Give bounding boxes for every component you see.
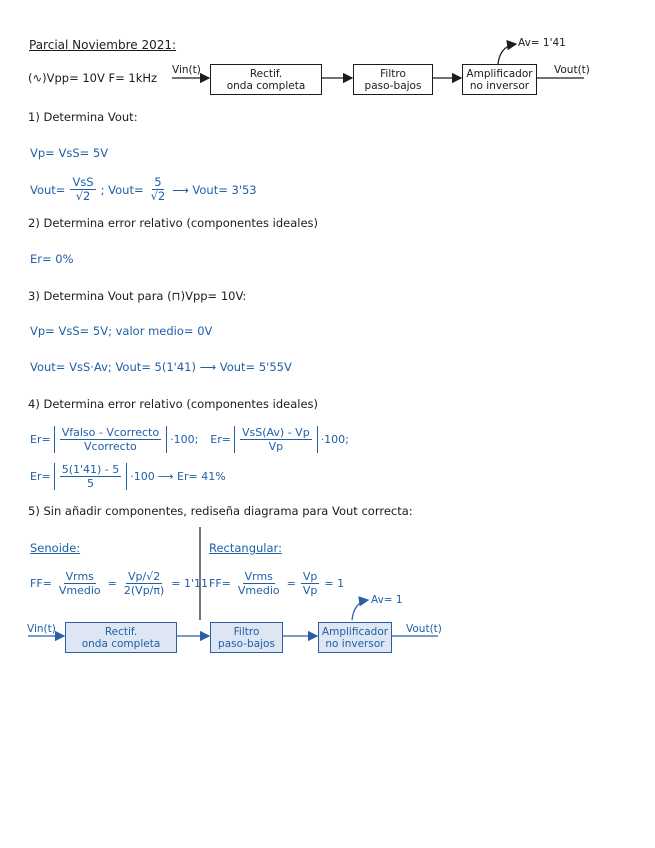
q5-sine-result: = 1'11 xyxy=(171,577,209,590)
page-title: Parcial Noviembre 2021: xyxy=(29,38,177,52)
q1-fraction-1 xyxy=(70,176,95,203)
top-gain-label: Av= 1'41 xyxy=(518,37,566,49)
q4-fraction-2 xyxy=(240,426,312,453)
bottom-gain-label: Av= 1 xyxy=(371,594,403,606)
q4-f2-num: VsS(Av) - Vp xyxy=(242,426,310,439)
q1-frac1-num: VsS xyxy=(72,175,94,189)
q5-rect-f1-num: Vrms xyxy=(244,570,273,583)
bottom-block-rectifier-line2: onda completa xyxy=(81,637,161,650)
q4-times100c: ·100 xyxy=(130,470,155,483)
q5-sine-fraction-2 xyxy=(122,570,166,597)
q4-abs-2 xyxy=(234,426,318,453)
top-block-filter xyxy=(353,64,433,95)
q1-line1: Vp= VsS= 5V xyxy=(30,146,109,160)
bottom-output-label: Vout(t) xyxy=(406,623,442,635)
q5-rect-result: = 1 xyxy=(324,577,345,590)
top-block-amplifier xyxy=(462,64,537,95)
q5-sine-f2-num: Vp/√2 xyxy=(127,570,161,583)
q5-sine-f2-den: 2(Vp/π) xyxy=(123,584,165,597)
q5-sine-eq: = xyxy=(107,577,117,590)
bottom-input-label: Vin(t) xyxy=(27,623,56,635)
q2-answer: Er= 0% xyxy=(30,252,74,266)
bottom-block-amplifier xyxy=(318,622,392,653)
bottom-block-filter xyxy=(210,622,283,653)
q5-rect-fraction-1 xyxy=(236,570,282,597)
q4-fraction-3 xyxy=(60,463,122,490)
q5-sine-f1-den: Vmedio xyxy=(58,584,101,597)
q5-rect-eq: = xyxy=(286,577,296,590)
q3-question: 3) Determina Vout para (⊓)Vpp= 10V: xyxy=(28,289,247,303)
q5-rect-f1-den: Vmedio xyxy=(237,584,280,597)
q4-er3: Er= xyxy=(30,470,51,483)
q5-rect-fraction-2 xyxy=(301,570,320,597)
q2-question: 2) Determina error relativo (componentes ideales) xyxy=(28,216,319,230)
q1-mid: ; Vout= xyxy=(100,182,144,197)
q4-er2: Er= xyxy=(210,433,231,446)
q4-line1 xyxy=(30,426,349,453)
q3-line1: Vp= VsS= 5V; valor medio= 0V xyxy=(30,324,213,338)
q1-frac2-num: 5 xyxy=(154,175,162,189)
bottom-block-amplifier-line1: Amplificador xyxy=(321,625,389,638)
bottom-block-rectifier-line1: Rectif. xyxy=(104,625,138,638)
q5-question: 5) Sin añadir componentes, rediseña diagrama para Vout correcta: xyxy=(28,504,413,518)
given-values: (∿)Vpp= 10V F= 1kHz xyxy=(28,71,158,85)
top-block-rectifier xyxy=(210,64,322,95)
q1-frac2-den: √2 xyxy=(150,189,166,203)
top-block-amplifier-line2: no inversor xyxy=(469,79,530,92)
top-block-amplifier-line1: Amplificador xyxy=(466,67,533,80)
q5-rect-f2-num: Vp xyxy=(302,570,318,583)
q5-sine-f1-num: Vrms xyxy=(65,570,94,583)
q5-rect-ff: FF= xyxy=(209,577,231,590)
q4-times100a: ·100; xyxy=(170,433,199,446)
top-block-rectifier-line2: onda completa xyxy=(226,79,306,92)
q4-question: 4) Determina error relativo (componentes ideales) xyxy=(28,397,319,411)
top-block-filter-line2: paso-bajos xyxy=(364,79,422,92)
q5-rect-title: Rectangular: xyxy=(209,541,282,555)
q4-f1-den: Vcorrecto xyxy=(84,440,137,453)
q4-f3-num: 5(1'41) - 5 xyxy=(61,463,120,476)
q4-f3-den: 5 xyxy=(86,477,94,490)
q1-frac1-den: √2 xyxy=(75,189,91,203)
q4-fraction-1 xyxy=(60,426,161,453)
q4-result: ⟶ Er= 41% xyxy=(157,470,226,483)
bottom-block-rectifier xyxy=(65,622,177,653)
q1-line2 xyxy=(30,176,257,203)
top-block-rectifier-line1: Rectif. xyxy=(249,67,283,80)
q5-sine-fraction-1 xyxy=(57,570,103,597)
q4-f2-den: Vp xyxy=(268,440,284,453)
q4-f1-num: Vfalso - Vcorrecto xyxy=(61,426,160,439)
q4-abs-1 xyxy=(54,426,167,453)
q1-question: 1) Determina Vout: xyxy=(28,110,138,124)
q4-abs-3 xyxy=(54,463,128,490)
bottom-block-filter-line2: paso-bajos xyxy=(218,637,275,650)
q3-line2: Vout= VsS·Av; Vout= 5(1'41) ⟶ Vout= 5'55V xyxy=(30,360,292,374)
q1-fraction-2 xyxy=(149,176,168,203)
q5-sine-title: Senoide: xyxy=(30,541,81,555)
q5-sine-formula xyxy=(30,570,208,597)
top-gain-arrow xyxy=(498,44,516,64)
q4-line2 xyxy=(30,463,226,490)
q5-rect-f2-den: Vp xyxy=(302,584,318,597)
top-output-label: Vout(t) xyxy=(554,64,590,76)
q5-rect-formula xyxy=(209,570,344,597)
bottom-block-amplifier-line2: no inversor xyxy=(325,637,385,650)
bottom-block-filter-line1: Filtro xyxy=(233,625,260,638)
q4-er1: Er= xyxy=(30,433,51,446)
top-input-label: Vin(t) xyxy=(172,64,201,76)
q1-vout-label: Vout= xyxy=(30,182,66,197)
q4-times100b: ·100; xyxy=(320,433,349,446)
q1-result: ⟶ Vout= 3'53 xyxy=(172,182,257,197)
top-block-filter-line1: Filtro xyxy=(380,67,406,80)
bottom-gain-arrow xyxy=(352,600,368,620)
q5-sine-ff: FF= xyxy=(30,577,52,590)
